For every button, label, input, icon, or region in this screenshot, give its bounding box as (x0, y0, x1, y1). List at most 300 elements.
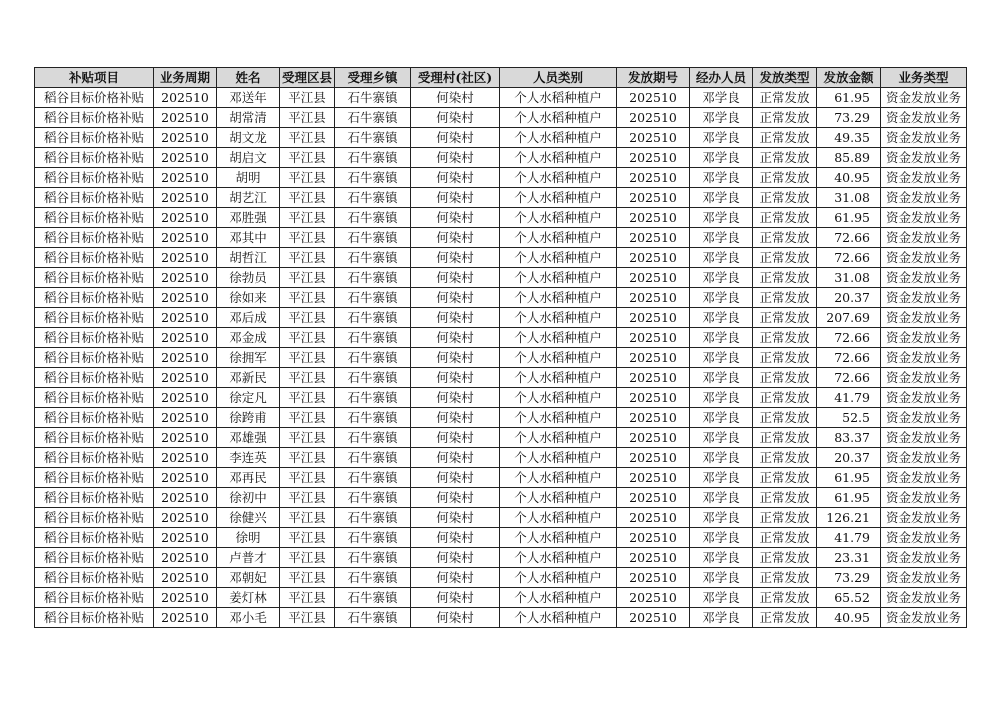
cell-county: 平江县 (280, 528, 335, 548)
cell-subsidy-item: 稻谷目标价格补贴 (35, 608, 154, 628)
cell-town: 石牛寨镇 (335, 608, 411, 628)
cell-amount: 40.95 (817, 608, 881, 628)
cell-subsidy-item: 稻谷目标价格补贴 (35, 88, 154, 108)
cell-handler: 邓学良 (690, 568, 753, 588)
cell-subsidy-item: 稻谷目标价格补贴 (35, 268, 154, 288)
cell-handler: 邓学良 (690, 528, 753, 548)
table-row (35, 548, 967, 568)
cell-issue-type: 正常发放 (753, 328, 817, 348)
cell-amount: 72.66 (817, 348, 881, 368)
cell-business-type: 资金发放业务 (881, 268, 967, 288)
cell-issue-type: 正常发放 (753, 148, 817, 168)
cell-county: 平江县 (280, 588, 335, 608)
cell-business-type: 资金发放业务 (881, 208, 967, 228)
cell-handler: 邓学良 (690, 248, 753, 268)
cell-county: 平江县 (280, 488, 335, 508)
cell-village: 何染村 (411, 548, 500, 568)
cell-issue-period: 202510 (617, 148, 690, 168)
header-subsidy-item: 补贴项目 (35, 68, 154, 88)
cell-town: 石牛寨镇 (335, 588, 411, 608)
cell-business-type: 资金发放业务 (881, 168, 967, 188)
cell-person-category: 个人水稻种植户 (500, 488, 617, 508)
cell-issue-period: 202510 (617, 128, 690, 148)
cell-person-category: 个人水稻种植户 (500, 588, 617, 608)
cell-village: 何染村 (411, 128, 500, 148)
cell-business-period: 202510 (154, 408, 217, 428)
cell-name: 邓金成 (217, 328, 280, 348)
cell-business-type: 资金发放业务 (881, 508, 967, 528)
cell-town: 石牛寨镇 (335, 548, 411, 568)
cell-amount: 72.66 (817, 248, 881, 268)
cell-issue-type: 正常发放 (753, 588, 817, 608)
cell-business-type: 资金发放业务 (881, 408, 967, 428)
cell-issue-type: 正常发放 (753, 208, 817, 228)
cell-village: 何染村 (411, 448, 500, 468)
cell-name: 胡艺江 (217, 188, 280, 208)
cell-business-period: 202510 (154, 248, 217, 268)
cell-village: 何染村 (411, 208, 500, 228)
cell-issue-type: 正常发放 (753, 268, 817, 288)
cell-business-period: 202510 (154, 348, 217, 368)
cell-handler: 邓学良 (690, 608, 753, 628)
cell-town: 石牛寨镇 (335, 228, 411, 248)
cell-issue-type: 正常发放 (753, 528, 817, 548)
cell-business-type: 资金发放业务 (881, 88, 967, 108)
cell-handler: 邓学良 (690, 488, 753, 508)
cell-issue-period: 202510 (617, 468, 690, 488)
cell-issue-type: 正常发放 (753, 408, 817, 428)
cell-village: 何染村 (411, 248, 500, 268)
cell-issue-period: 202510 (617, 188, 690, 208)
cell-person-category: 个人水稻种植户 (500, 608, 617, 628)
cell-town: 石牛寨镇 (335, 208, 411, 228)
cell-issue-period: 202510 (617, 288, 690, 308)
cell-village: 何染村 (411, 188, 500, 208)
cell-name: 胡明 (217, 168, 280, 188)
cell-issue-type: 正常发放 (753, 248, 817, 268)
cell-business-type: 资金发放业务 (881, 428, 967, 448)
cell-subsidy-item: 稻谷目标价格补贴 (35, 208, 154, 228)
cell-town: 石牛寨镇 (335, 528, 411, 548)
cell-issue-type: 正常发放 (753, 568, 817, 588)
cell-county: 平江县 (280, 208, 335, 228)
cell-town: 石牛寨镇 (335, 508, 411, 528)
cell-issue-period: 202510 (617, 228, 690, 248)
cell-amount: 72.66 (817, 368, 881, 388)
cell-town: 石牛寨镇 (335, 108, 411, 128)
cell-amount: 31.08 (817, 268, 881, 288)
cell-business-period: 202510 (154, 368, 217, 388)
cell-handler: 邓学良 (690, 268, 753, 288)
cell-village: 何染村 (411, 328, 500, 348)
header-town: 受理乡镇 (335, 68, 411, 88)
cell-handler: 邓学良 (690, 448, 753, 468)
subsidy-table (34, 67, 967, 628)
cell-business-type: 资金发放业务 (881, 188, 967, 208)
cell-name: 邓小毛 (217, 608, 280, 628)
cell-person-category: 个人水稻种植户 (500, 508, 617, 528)
header-business-type: 业务类型 (881, 68, 967, 88)
cell-issue-type: 正常发放 (753, 508, 817, 528)
cell-business-type: 资金发放业务 (881, 528, 967, 548)
cell-subsidy-item: 稻谷目标价格补贴 (35, 428, 154, 448)
header-issue-period: 发放期号 (617, 68, 690, 88)
cell-business-type: 资金发放业务 (881, 248, 967, 268)
cell-town: 石牛寨镇 (335, 328, 411, 348)
cell-business-period: 202510 (154, 568, 217, 588)
cell-issue-type: 正常发放 (753, 448, 817, 468)
cell-county: 平江县 (280, 468, 335, 488)
cell-business-period: 202510 (154, 608, 217, 628)
cell-handler: 邓学良 (690, 588, 753, 608)
cell-amount: 31.08 (817, 188, 881, 208)
cell-business-type: 资金发放业务 (881, 228, 967, 248)
cell-town: 石牛寨镇 (335, 128, 411, 148)
cell-town: 石牛寨镇 (335, 388, 411, 408)
cell-issue-type: 正常发放 (753, 128, 817, 148)
cell-village: 何染村 (411, 148, 500, 168)
cell-issue-type: 正常发放 (753, 348, 817, 368)
cell-business-type: 资金发放业务 (881, 128, 967, 148)
cell-town: 石牛寨镇 (335, 168, 411, 188)
cell-name: 徐健兴 (217, 508, 280, 528)
cell-village: 何染村 (411, 528, 500, 548)
cell-business-type: 资金发放业务 (881, 108, 967, 128)
cell-business-period: 202510 (154, 388, 217, 408)
cell-name: 邓新民 (217, 368, 280, 388)
cell-person-category: 个人水稻种植户 (500, 308, 617, 328)
cell-village: 何染村 (411, 408, 500, 428)
table-row (35, 128, 967, 148)
cell-village: 何染村 (411, 168, 500, 188)
cell-issue-type: 正常发放 (753, 168, 817, 188)
cell-name: 邓后成 (217, 308, 280, 328)
cell-business-type: 资金发放业务 (881, 348, 967, 368)
cell-subsidy-item: 稻谷目标价格补贴 (35, 488, 154, 508)
cell-county: 平江县 (280, 348, 335, 368)
cell-name: 胡文龙 (217, 128, 280, 148)
table-row (35, 188, 967, 208)
cell-business-period: 202510 (154, 128, 217, 148)
cell-county: 平江县 (280, 608, 335, 628)
cell-village: 何染村 (411, 568, 500, 588)
cell-name: 徐如来 (217, 288, 280, 308)
cell-handler: 邓学良 (690, 168, 753, 188)
cell-business-type: 资金发放业务 (881, 388, 967, 408)
cell-person-category: 个人水稻种植户 (500, 408, 617, 428)
cell-village: 何染村 (411, 368, 500, 388)
cell-village: 何染村 (411, 348, 500, 368)
cell-issue-type: 正常发放 (753, 368, 817, 388)
cell-issue-period: 202510 (617, 488, 690, 508)
cell-issue-period: 202510 (617, 208, 690, 228)
cell-issue-period: 202510 (617, 308, 690, 328)
cell-amount: 72.66 (817, 328, 881, 348)
cell-subsidy-item: 稻谷目标价格补贴 (35, 128, 154, 148)
cell-county: 平江县 (280, 568, 335, 588)
cell-business-type: 资金发放业务 (881, 448, 967, 468)
cell-name: 邓送年 (217, 88, 280, 108)
cell-business-period: 202510 (154, 328, 217, 348)
cell-issue-period: 202510 (617, 108, 690, 128)
cell-county: 平江县 (280, 288, 335, 308)
table-row (35, 388, 967, 408)
cell-county: 平江县 (280, 148, 335, 168)
cell-amount: 61.95 (817, 488, 881, 508)
cell-county: 平江县 (280, 248, 335, 268)
cell-handler: 邓学良 (690, 128, 753, 148)
cell-handler: 邓学良 (690, 428, 753, 448)
cell-name: 邓其中 (217, 228, 280, 248)
cell-person-category: 个人水稻种植户 (500, 248, 617, 268)
cell-subsidy-item: 稻谷目标价格补贴 (35, 408, 154, 428)
cell-handler: 邓学良 (690, 108, 753, 128)
cell-town: 石牛寨镇 (335, 468, 411, 488)
cell-amount: 72.66 (817, 228, 881, 248)
cell-village: 何染村 (411, 428, 500, 448)
cell-handler: 邓学良 (690, 388, 753, 408)
cell-handler: 邓学良 (690, 88, 753, 108)
cell-business-type: 资金发放业务 (881, 308, 967, 328)
cell-issue-type: 正常发放 (753, 488, 817, 508)
cell-issue-type: 正常发放 (753, 108, 817, 128)
cell-business-type: 资金发放业务 (881, 568, 967, 588)
cell-handler: 邓学良 (690, 148, 753, 168)
cell-issue-type: 正常发放 (753, 548, 817, 568)
cell-village: 何染村 (411, 268, 500, 288)
header-amount: 发放金额 (817, 68, 881, 88)
cell-town: 石牛寨镇 (335, 308, 411, 328)
cell-amount: 65.52 (817, 588, 881, 608)
cell-name: 邓朝妃 (217, 568, 280, 588)
cell-issue-period: 202510 (617, 448, 690, 468)
header-person-category: 人员类别 (500, 68, 617, 88)
table-row (35, 168, 967, 188)
cell-amount: 41.79 (817, 528, 881, 548)
cell-person-category: 个人水稻种植户 (500, 288, 617, 308)
cell-business-period: 202510 (154, 88, 217, 108)
table-row (35, 488, 967, 508)
cell-county: 平江县 (280, 508, 335, 528)
cell-business-period: 202510 (154, 228, 217, 248)
cell-person-category: 个人水稻种植户 (500, 88, 617, 108)
cell-person-category: 个人水稻种植户 (500, 188, 617, 208)
cell-amount: 126.21 (817, 508, 881, 528)
cell-handler: 邓学良 (690, 548, 753, 568)
cell-village: 何染村 (411, 588, 500, 608)
table-row (35, 308, 967, 328)
cell-town: 石牛寨镇 (335, 288, 411, 308)
table-row (35, 528, 967, 548)
cell-handler: 邓学良 (690, 368, 753, 388)
cell-business-type: 资金发放业务 (881, 608, 967, 628)
cell-person-category: 个人水稻种植户 (500, 108, 617, 128)
cell-person-category: 个人水稻种植户 (500, 428, 617, 448)
cell-town: 石牛寨镇 (335, 428, 411, 448)
cell-county: 平江县 (280, 228, 335, 248)
cell-business-period: 202510 (154, 588, 217, 608)
table-row (35, 208, 967, 228)
cell-person-category: 个人水稻种植户 (500, 128, 617, 148)
cell-subsidy-item: 稻谷目标价格补贴 (35, 388, 154, 408)
cell-village: 何染村 (411, 308, 500, 328)
cell-business-period: 202510 (154, 188, 217, 208)
cell-issue-period: 202510 (617, 88, 690, 108)
cell-county: 平江县 (280, 388, 335, 408)
cell-county: 平江县 (280, 268, 335, 288)
cell-village: 何染村 (411, 488, 500, 508)
table-row (35, 588, 967, 608)
cell-business-period: 202510 (154, 208, 217, 228)
cell-name: 胡启文 (217, 148, 280, 168)
cell-county: 平江县 (280, 108, 335, 128)
cell-name: 邓雄强 (217, 428, 280, 448)
cell-amount: 52.5 (817, 408, 881, 428)
cell-issue-type: 正常发放 (753, 428, 817, 448)
cell-amount: 23.31 (817, 548, 881, 568)
cell-amount: 73.29 (817, 108, 881, 128)
cell-issue-period: 202510 (617, 508, 690, 528)
cell-name: 姜灯林 (217, 588, 280, 608)
table-row (35, 608, 967, 628)
cell-county: 平江县 (280, 308, 335, 328)
header-issue-type: 发放类型 (753, 68, 817, 88)
cell-person-category: 个人水稻种植户 (500, 568, 617, 588)
cell-county: 平江县 (280, 168, 335, 188)
cell-person-category: 个人水稻种植户 (500, 148, 617, 168)
cell-amount: 61.95 (817, 88, 881, 108)
cell-name: 徐定凡 (217, 388, 280, 408)
cell-person-category: 个人水稻种植户 (500, 348, 617, 368)
cell-handler: 邓学良 (690, 408, 753, 428)
cell-name: 卢普才 (217, 548, 280, 568)
cell-village: 何染村 (411, 108, 500, 128)
cell-name: 徐勃员 (217, 268, 280, 288)
cell-business-type: 资金发放业务 (881, 328, 967, 348)
cell-business-period: 202510 (154, 488, 217, 508)
table-row (35, 148, 967, 168)
cell-person-category: 个人水稻种植户 (500, 208, 617, 228)
cell-amount: 207.69 (817, 308, 881, 328)
cell-subsidy-item: 稻谷目标价格补贴 (35, 108, 154, 128)
cell-subsidy-item: 稻谷目标价格补贴 (35, 288, 154, 308)
cell-handler: 邓学良 (690, 208, 753, 228)
cell-subsidy-item: 稻谷目标价格补贴 (35, 588, 154, 608)
cell-handler: 邓学良 (690, 468, 753, 488)
cell-person-category: 个人水稻种植户 (500, 468, 617, 488)
cell-county: 平江县 (280, 448, 335, 468)
cell-subsidy-item: 稻谷目标价格补贴 (35, 328, 154, 348)
table-row (35, 268, 967, 288)
cell-business-period: 202510 (154, 108, 217, 128)
cell-county: 平江县 (280, 188, 335, 208)
cell-name: 徐明 (217, 528, 280, 548)
cell-name: 徐拥军 (217, 348, 280, 368)
cell-subsidy-item: 稻谷目标价格补贴 (35, 248, 154, 268)
table-header-row (35, 68, 967, 88)
cell-name: 徐初中 (217, 488, 280, 508)
cell-town: 石牛寨镇 (335, 448, 411, 468)
cell-person-category: 个人水稻种植户 (500, 368, 617, 388)
header-handler: 经办人员 (690, 68, 753, 88)
cell-business-period: 202510 (154, 528, 217, 548)
cell-town: 石牛寨镇 (335, 188, 411, 208)
cell-issue-type: 正常发放 (753, 88, 817, 108)
cell-issue-type: 正常发放 (753, 308, 817, 328)
table-row (35, 228, 967, 248)
cell-village: 何染村 (411, 288, 500, 308)
cell-subsidy-item: 稻谷目标价格补贴 (35, 548, 154, 568)
cell-business-period: 202510 (154, 288, 217, 308)
cell-village: 何染村 (411, 388, 500, 408)
cell-issue-type: 正常发放 (753, 288, 817, 308)
cell-person-category: 个人水稻种植户 (500, 268, 617, 288)
cell-person-category: 个人水稻种植户 (500, 168, 617, 188)
cell-handler: 邓学良 (690, 308, 753, 328)
header-business-period: 业务周期 (154, 68, 217, 88)
header-county: 受理区县 (280, 68, 335, 88)
cell-amount: 41.79 (817, 388, 881, 408)
cell-issue-period: 202510 (617, 268, 690, 288)
cell-name: 徐跨甫 (217, 408, 280, 428)
cell-issue-type: 正常发放 (753, 228, 817, 248)
table-row (35, 428, 967, 448)
cell-issue-period: 202510 (617, 548, 690, 568)
cell-subsidy-item: 稻谷目标价格补贴 (35, 528, 154, 548)
cell-subsidy-item: 稻谷目标价格补贴 (35, 468, 154, 488)
cell-issue-period: 202510 (617, 328, 690, 348)
cell-handler: 邓学良 (690, 188, 753, 208)
cell-business-period: 202510 (154, 468, 217, 488)
cell-town: 石牛寨镇 (335, 568, 411, 588)
cell-name: 邓胜强 (217, 208, 280, 228)
cell-issue-period: 202510 (617, 348, 690, 368)
cell-handler: 邓学良 (690, 328, 753, 348)
cell-subsidy-item: 稻谷目标价格补贴 (35, 228, 154, 248)
cell-business-period: 202510 (154, 448, 217, 468)
table-row (35, 288, 967, 308)
table-row (35, 88, 967, 108)
cell-business-type: 资金发放业务 (881, 148, 967, 168)
cell-village: 何染村 (411, 608, 500, 628)
cell-county: 平江县 (280, 88, 335, 108)
cell-subsidy-item: 稻谷目标价格补贴 (35, 148, 154, 168)
cell-business-type: 资金发放业务 (881, 368, 967, 388)
cell-name: 邓再民 (217, 468, 280, 488)
cell-business-type: 资金发放业务 (881, 468, 967, 488)
cell-person-category: 个人水稻种植户 (500, 548, 617, 568)
cell-amount: 83.37 (817, 428, 881, 448)
table-row (35, 348, 967, 368)
cell-issue-period: 202510 (617, 168, 690, 188)
table-row (35, 328, 967, 348)
table-row (35, 108, 967, 128)
header-village: 受理村(社区) (411, 68, 500, 88)
table-body (35, 88, 967, 628)
cell-amount: 20.37 (817, 448, 881, 468)
cell-issue-type: 正常发放 (753, 188, 817, 208)
cell-amount: 20.37 (817, 288, 881, 308)
cell-name: 胡哲江 (217, 248, 280, 268)
cell-amount: 61.95 (817, 468, 881, 488)
cell-issue-period: 202510 (617, 568, 690, 588)
cell-handler: 邓学良 (690, 288, 753, 308)
cell-person-category: 个人水稻种植户 (500, 388, 617, 408)
cell-business-period: 202510 (154, 548, 217, 568)
cell-county: 平江县 (280, 548, 335, 568)
cell-handler: 邓学良 (690, 348, 753, 368)
cell-town: 石牛寨镇 (335, 148, 411, 168)
